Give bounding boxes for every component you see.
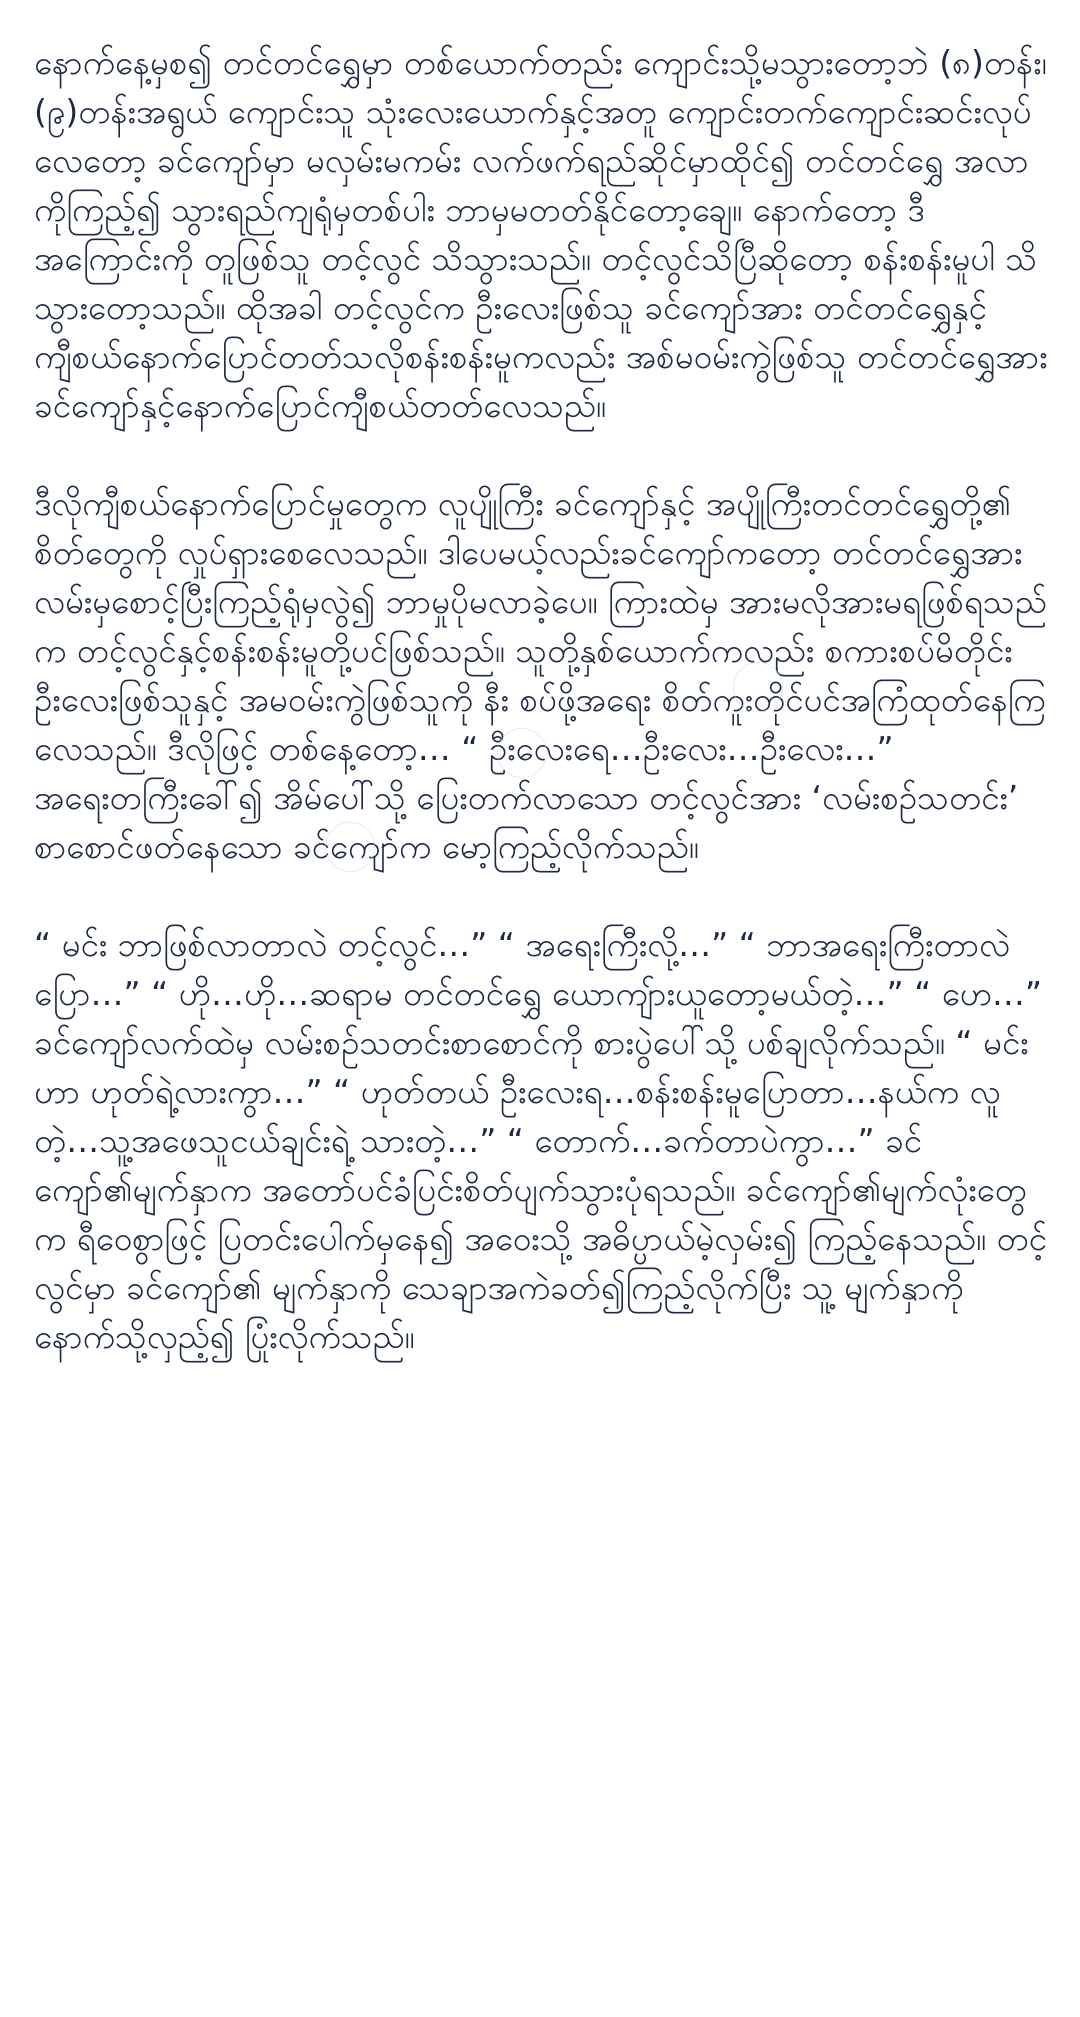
paragraph-2: ဒီလိုကျီစယ်နောက်ပြောင်မှုတွေက လူပျိုကြီး ခင်ကျော်နှင့် အပျိုကြီးတင်တင်ရွှေတို့၏ စိတ်တွေကို လှုပ်ရှားစေလေသည်။ ဒါပေမယ့်လည်းခင်ကျော်ကတော့ တင်တင်ရွှေအား လမ်းမှစောင့်ပြီးကြည့်ရုံမှလွဲ၍ ဘာမှုပိုမလာခဲ့ပေ။ ကြားထဲမှ အားမလိုအားမရဖြစ်ရသည်က တင့်လွင်နှင့်စန်းစန်းမူတို့ပင်ဖြစ်သည်။ သူတို့နှစ်ယောက်ကလည်း စကားစပ်မိတိုင်းဦးလေးဖြစ်သူနှင့် အမဝမ်းကွဲဖြစ်သူကို နီး စပ်ဖို့အရေး စိတ်ကူးတိုင်ပင်အကြံထုတ်နေကြလေသည်။ ဒီလိုဖြင့် တစ်နေ့တော့… “ ဦးလေးရေ…ဦးလေး…ဦးလေး…” အရေးတကြီးခေါ်၍ အိမ်ပေါ်သို့ ပြေးတက်လာသော တင့်လွင်အား ‘လမ်းစဉ်သတင်း’ စာစောင်ဖတ်နေသော ခင်ကျော်က မော့ကြည့်လိုက်သည်။ (34, 484, 1047, 866)
article-body (34, 38, 1050, 1361)
paragraph-3: “ မင်း ဘာဖြစ်လာတာလဲ တင့်လွင်…” “ အရေးကြီးလို့…” “ ဘာအရေးကြီးတာလဲ ပြော…” “ ဟို…ဟို…ဆရာမ တင်တင်ရွှေ ယောကျ်ားယူတော့မယ်တဲ့…” “ ဟေ…” ခင်ကျော်လက်ထဲမှ လမ်းစဉ်သတင်းစာစောင်ကို စားပွဲပေါ်သို့ ပစ်ချလိုက်သည်။ “ မင်းဟာ ဟုတ်ရဲ့လားကွာ…” “ ဟုတ်တယ် ဦးလေးရ…စန်းစန်းမူပြောတာ…နယ်က လူတဲ့…သူ့အဖေသူငယ်ချင်းရဲ့ သားတဲ့…” “ တောက်…ခက်တာပဲကွာ…” ခင်ကျော်၏မျက်နှာက အတော်ပင်ခံပြင်းစိတ်ပျက်သွားပုံရသည်။ ခင်ကျော်၏မျက်လုံးတွေက ရီဝေစွာဖြင့် ပြတင်းပေါက်မှနေ၍ အဝေးသို့ အဓိပ္ပာယ်မဲ့လှမ်း၍ ကြည့်နေသည်။ တင့်လွင်မှာ ခင်ကျော်၏ မျက်နှာကို သေချာအကဲခတ်၍ကြည့်လိုက်ပြီး သူ့ မျက်နှာကို နောက်သို့လှည့်၍ ပြုံးလိုက်သည်။ (34, 925, 1047, 1356)
paragraph-1: နောက်နေ့မှစ၍ တင်တင်ရွှေမှာ တစ်ယောက်တည်း ကျောင်းသို့မသွားတော့ဘဲ (၈)တန်း၊ (၉)တန်းအရွယ် ကျောင်းသူ သုံးလေးယောက်နှင့်အတူ ကျောင်းတက်ကျောင်းဆင်းလုပ်လေတော့ ခင်ကျော်မှာ မလှမ်းမကမ်း လက်ဖက်ရည်ဆိုင်မှာထိုင်၍ တင်တင်ရွှေ အလာကိုကြည့်၍ သွားရည်ကျရုံမှတစ်ပါး ဘာမှမတတ်နိုင်တော့ချေ။ နောက်တော့ ဒီအကြောင်းကို တူဖြစ်သူ တင့်လွင် သိသွားသည်။ တင့်လွင်သိပြီဆိုတော့ စန်းစန်းမူပါ သိသွားတော့သည်။ ထိုအခါ တင့်လွင်က ဦးလေးဖြစ်သူ ခင်ကျော်အား တင်တင်ရွှေနှင့် ကျီစယ်နောက်ပြောင်တတ်သလိုစန်းစန်းမူကလည်း အစ်မဝမ်းကွဲဖြစ်သူ တင်တင်ရွှေအား ခင်ကျော်နှင့်နောက်ပြောင်ကျီစယ်တတ်လေသည်။ (34, 43, 1048, 425)
